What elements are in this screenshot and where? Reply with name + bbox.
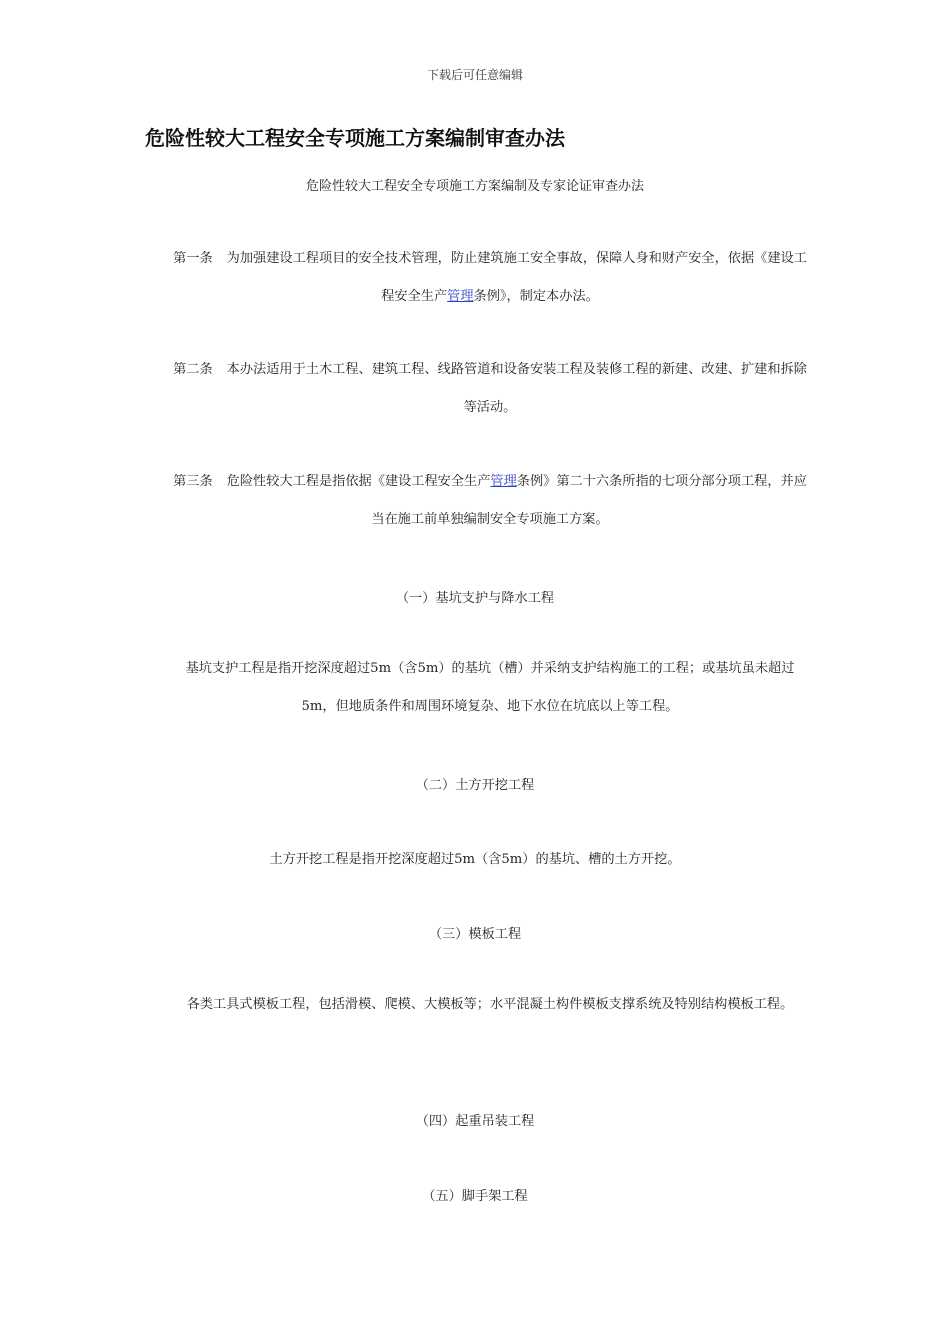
section-3-heading: （三）模板工程	[428, 927, 522, 942]
section-3-text: 各类工具式模板工程，包括滑模、爬模、大模板等；水平混凝土构件模板支撑系统及特别结构模板工程。	[186, 997, 794, 1012]
article-2-text: 本办法适用于土木工程、建筑工程、线路管道和设备安装工程及装修工程的新建、改建、扩建和拆除等活动。	[226, 362, 807, 415]
page-header: 下载后可任意编辑	[426, 68, 523, 82]
article-1-label: 第一条	[173, 251, 213, 266]
article-3-text-b: 条例》第二十六条所指的七项分部分项工程，并应当在施工前单独编制安全专项施工方案。	[371, 474, 807, 527]
section-4-heading: （四）起重吊装工程	[415, 1114, 535, 1129]
article-2-label: 第二条	[173, 362, 213, 377]
article-3-label: 第三条	[173, 474, 213, 489]
document-subtitle: 危险性较大工程安全专项施工方案编制及专家论证审查办法	[305, 179, 644, 194]
article-1-text-a: 为加强建设工程项目的安全技术管理，防止建筑施工安全事故，保障人身和财产安全，依据《建设工程安全生产	[226, 251, 807, 304]
article-2	[172, 351, 808, 427]
article-3-link[interactable]: 管理	[490, 474, 517, 489]
article-1-link[interactable]: 管理	[447, 289, 474, 304]
article-3	[172, 463, 808, 539]
article-3-text-a: 危险性较大工程是指依据《建设工程安全生产	[226, 474, 491, 489]
section-1-text: 基坑支护工程是指开挖深度超过5m（含5m）的基坑（槽）并采纳支护结构施工的工程；或基坑虽未超过5m，但地质条件和周围环境复杂、地下水位在坑底以上等工程。	[185, 661, 795, 714]
section-5-heading: （五）脚手架工程	[422, 1189, 528, 1204]
section-2-text: 土方开挖工程是指开挖深度超过5m（含5m）的基坑、槽的土方开挖。	[269, 852, 681, 867]
article-1-text-b: 条例》，制定本办法。	[473, 289, 599, 304]
article-1	[172, 240, 808, 316]
document-title: 危险性较大工程安全专项施工方案编制审查办法	[145, 126, 565, 150]
section-2-heading: （二）土方开挖工程	[415, 778, 535, 793]
section-1-heading: （一）基坑支护与降水工程	[395, 591, 555, 606]
